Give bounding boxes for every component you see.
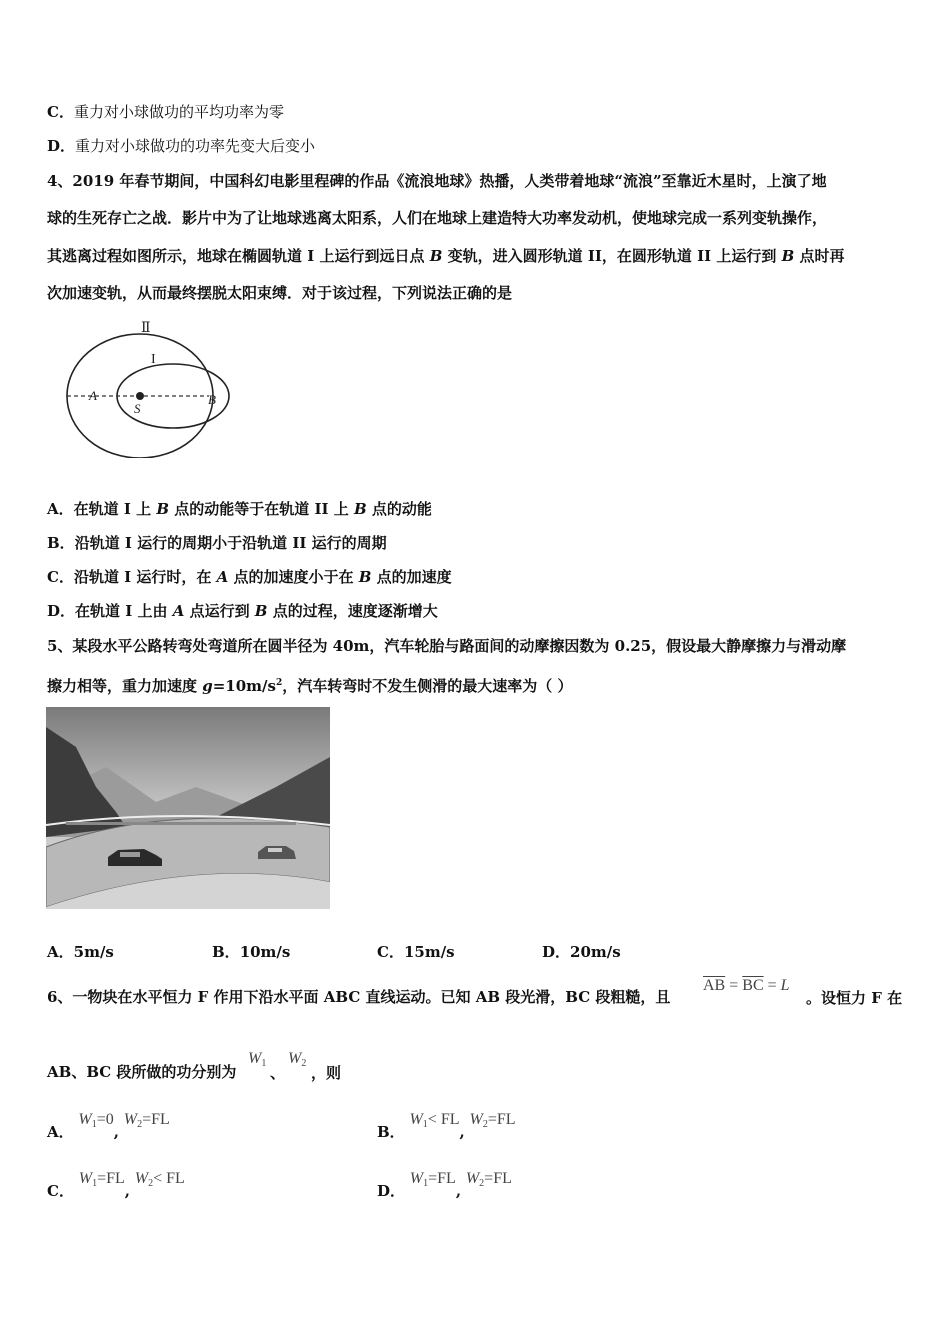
text: =10m/s xyxy=(212,677,276,695)
w: W xyxy=(288,1050,302,1067)
q6-option-b: B． $W_1<$ FL, $W_2=FL$ xyxy=(377,1111,516,1141)
option-letter: D． xyxy=(47,602,76,620)
relation: =0 xyxy=(96,1111,114,1128)
option-text: 在轨道 I 上由 xyxy=(75,602,173,620)
w1: W xyxy=(78,1170,93,1187)
text: ，汽车转弯时不发生侧滑的最大速率为（ ） xyxy=(282,677,573,695)
q5-option-d xyxy=(542,941,621,962)
w1: W xyxy=(409,1170,424,1187)
relation: < FL xyxy=(427,1111,460,1128)
subscript: 1 xyxy=(261,1058,267,1069)
superscript: 2 xyxy=(275,678,283,688)
option-text: 20m/s xyxy=(570,943,621,961)
q4-stem-line-2: 球的生死存亡之战．影片中为了让地球逃离太阳系，人们在地球上建造特大功率发动机，使地球完成一系列变轨操作， xyxy=(47,209,828,227)
q5-option-b xyxy=(212,941,290,962)
orbit-diagram xyxy=(45,318,235,458)
option-text: 点的过程，速度逐渐增大 xyxy=(267,602,438,620)
option-letter: C． xyxy=(377,943,404,961)
relation: =FL xyxy=(487,1111,516,1128)
text: 其逃离过程如图所示，地球在椭圆轨道 I 上运行到远日点 xyxy=(47,247,430,265)
w2: W xyxy=(469,1111,483,1128)
q5-option-c xyxy=(377,941,455,962)
option-var: B xyxy=(254,602,268,620)
option-letter: D． xyxy=(47,137,76,155)
option-text: 15m/s xyxy=(403,943,455,961)
option-letter: B． xyxy=(47,534,75,552)
label-point-a: A xyxy=(89,388,97,403)
subscript: 2 xyxy=(482,1119,488,1130)
subscript: 2 xyxy=(301,1058,307,1069)
q4-stem-line-3 xyxy=(47,246,909,266)
q5-stem-line-2 xyxy=(47,673,909,696)
q4-option-a xyxy=(47,499,909,519)
option-text: 点的加速度 xyxy=(371,568,452,586)
segment-bc: $\overline{BC}$ xyxy=(742,977,764,994)
label-sun-s: S xyxy=(134,401,141,416)
label-point-b: B xyxy=(208,392,216,407)
segment-ab: $\overline{AB}$ xyxy=(703,977,726,994)
relation: < FL xyxy=(153,1170,185,1187)
option-text: 点的加速度小于在 xyxy=(228,568,359,586)
option-letter: C． xyxy=(47,1182,74,1200)
option-text: 点运行到 xyxy=(184,602,255,620)
option-letter: C． xyxy=(47,568,74,586)
q6-option-d: D． $W_1=FL$, $W_2=FL$ xyxy=(377,1170,512,1200)
option-letter: C． xyxy=(47,103,74,121)
option-text: 5m/s xyxy=(73,943,114,961)
relation: =FL xyxy=(484,1170,512,1187)
q4-option-b xyxy=(47,533,909,553)
length-l: L xyxy=(780,977,790,994)
option-letter: A． xyxy=(47,500,74,518)
subscript: 2 xyxy=(479,1178,485,1189)
option-letter: A． xyxy=(47,943,74,961)
w1: W xyxy=(409,1111,423,1128)
option-text: 在轨道 I 上 xyxy=(73,500,157,518)
q6-option-c: C． $W_1=FL$, $W_2<$ FL xyxy=(47,1170,185,1200)
subscript: 1 xyxy=(91,1119,97,1130)
w: W xyxy=(248,1050,262,1067)
w2: W xyxy=(134,1170,149,1187)
q4-option-d xyxy=(47,601,909,621)
q4-option-c xyxy=(47,567,909,587)
option-text: 点的动能 xyxy=(366,500,432,518)
q6-option-a: A． $W_1=0$, $W_2=FL$ xyxy=(47,1111,170,1141)
relation: =FL xyxy=(97,1170,125,1187)
q3-option-c xyxy=(47,102,909,122)
q6-w1-symbol xyxy=(248,1049,266,1069)
q6-stem-line-1-end: 。设恒力 F 在 xyxy=(806,989,903,1007)
guard-rail xyxy=(66,822,296,825)
q6-w2-symbol xyxy=(288,1049,306,1069)
q3-option-d xyxy=(47,136,909,156)
q6-stem-line-2 xyxy=(47,1062,909,1082)
option-text: 沿轨道 I 运行时，在 xyxy=(73,568,217,586)
option-var: A xyxy=(216,568,229,586)
point-b: B xyxy=(429,247,443,265)
subscript: 1 xyxy=(92,1178,98,1189)
option-var: B xyxy=(353,500,367,518)
option-text: 重力对小球做功的功率先变大后变小 xyxy=(75,137,316,155)
option-letter: A． xyxy=(47,1123,74,1141)
subscript: 1 xyxy=(422,1119,428,1130)
q6-stem-line-2-end: ，则 xyxy=(311,1064,342,1082)
option-text: 点的动能等于在轨道 II 上 xyxy=(169,500,354,518)
subscript: 2 xyxy=(148,1178,154,1189)
option-letter: B． xyxy=(377,1123,405,1141)
option-var: B xyxy=(358,568,372,586)
q6-equation-ab-bc-l: $\overline{AB} = \overline{BC} = L$ xyxy=(703,977,790,994)
w2: W xyxy=(123,1111,138,1128)
q5-stem-line-1: 5、某段水平公路转弯处弯道所在圆半径为 40m，汽车轮胎与路面间的动摩擦因数为 0.25，假设最大静摩擦力与滑动摩 xyxy=(47,637,847,655)
var-g: g xyxy=(202,677,213,695)
relation: =FL xyxy=(428,1170,456,1187)
option-text: 重力对小球做功的平均功率为零 xyxy=(73,103,284,121)
option-letter: D． xyxy=(377,1182,406,1200)
option-var: B xyxy=(156,500,170,518)
q5-option-a xyxy=(47,941,114,962)
option-letter: B． xyxy=(212,943,240,961)
q6-separator: 、 xyxy=(270,1064,286,1082)
option-letter: D． xyxy=(542,943,571,961)
label-orbit-ii: Ⅱ xyxy=(141,321,151,336)
curved-road-photo xyxy=(46,707,330,909)
text: AB、BC 段所做的功分别为 xyxy=(47,1063,237,1081)
subscript: 2 xyxy=(137,1119,143,1130)
q4-stem-line-1: 4、2019 年春节期间，中国科幻电影里程碑的作品《流浪地球》热播，人类带着地球“流浪”至靠近木星时，上演了地 xyxy=(47,172,827,190)
text: 点时再 xyxy=(794,247,845,265)
text: 6、一物块在水平恒力 F 作用下沿水平面 ABC 直线运动。已知 AB 段光滑，BC 段粗糙，且 xyxy=(47,988,671,1006)
option-var: A xyxy=(172,602,185,620)
label-orbit-i: I xyxy=(151,352,156,367)
option-text: 沿轨道 I 运行的周期小于沿轨道 II 运行的周期 xyxy=(74,534,387,552)
q4-stem-line-4: 次加速变轨，从而最终摆脱太阳束缚．对于该过程，下列说法正确的是 xyxy=(47,284,513,302)
subscript: 1 xyxy=(423,1178,429,1189)
w1: W xyxy=(78,1111,92,1128)
relation: =FL xyxy=(142,1111,170,1128)
point-b: B xyxy=(781,247,795,265)
w2: W xyxy=(465,1170,480,1187)
text: 擦力相等，重力加速度 xyxy=(47,677,203,695)
text: 变轨，进入圆形轨道 II，在圆形轨道 II 上运行到 xyxy=(442,247,782,265)
option-text: 10m/s xyxy=(239,943,291,961)
sun-dot xyxy=(136,392,144,400)
